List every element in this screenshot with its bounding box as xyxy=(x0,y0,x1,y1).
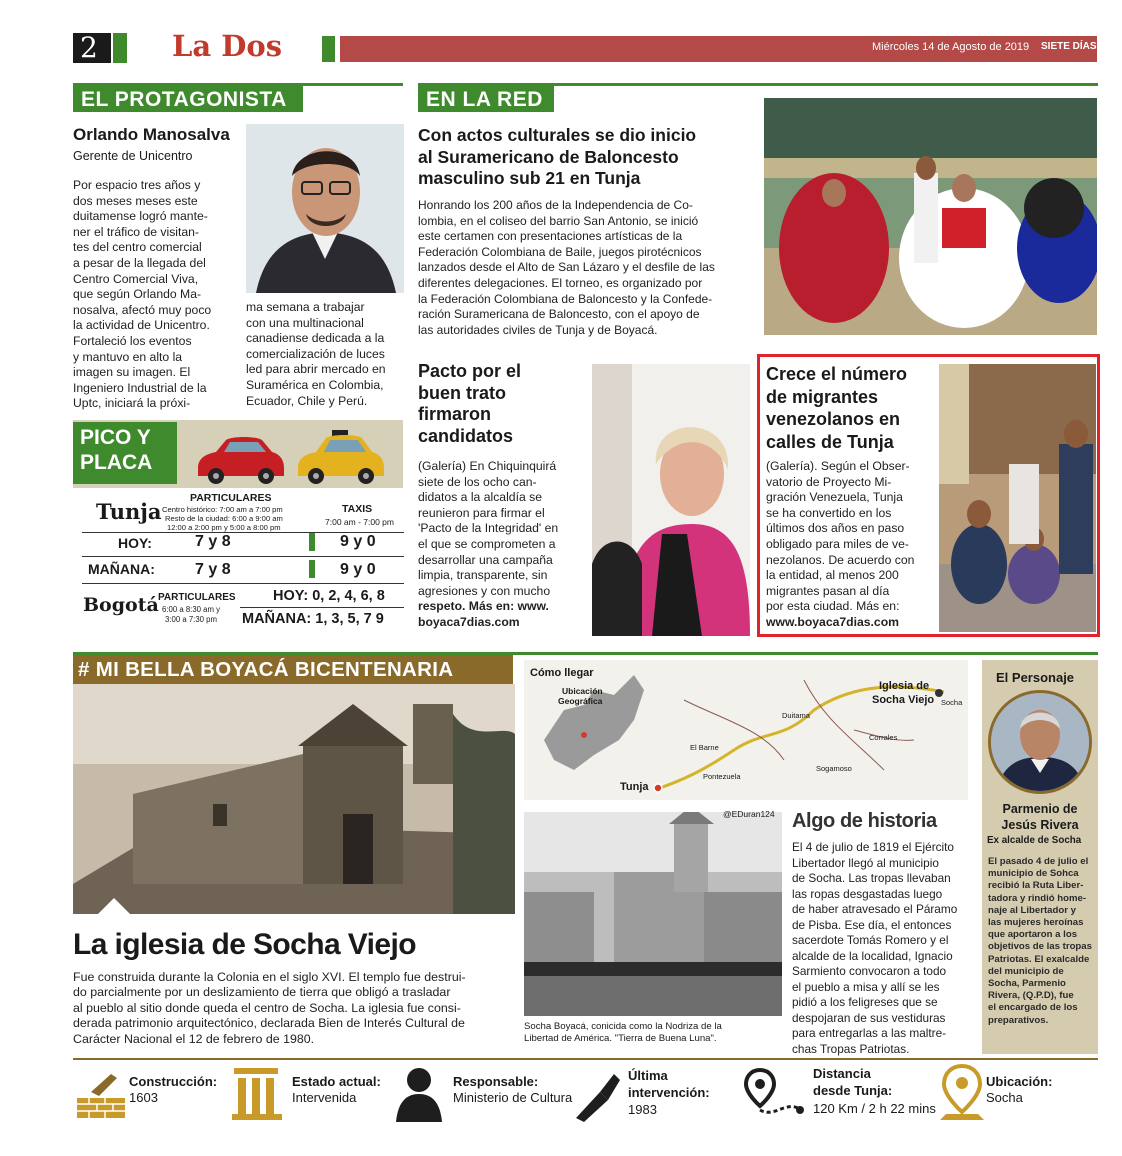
enlared-line: la Federación Colombiana de Baloncesto y la Confede- xyxy=(418,291,713,306)
protagonista-line: Fortaleció los eventos xyxy=(73,333,192,348)
construction-icon xyxy=(73,1068,127,1120)
protagonista-line: dos meses meses este xyxy=(73,193,198,208)
migrantes-body xyxy=(766,459,938,631)
personaje-role: Ex alcalde de Socha xyxy=(987,835,1082,846)
personaje-line: Socha, Parmenio xyxy=(988,978,1066,990)
protagonista-label: EL PROTAGONISTA xyxy=(73,86,303,112)
bicentenaria-body xyxy=(73,970,518,1047)
map-sogamoso: Sogamoso xyxy=(816,764,852,773)
dancers-photo xyxy=(764,98,1097,335)
historia-line: de haber atravesado el Páramo xyxy=(792,902,958,916)
enlared-line: ración Suramericana de Baloncesto, con el apoyo de xyxy=(418,307,700,322)
bicentenaria-line: Carácter Nacional el 12 de febrero de 1980. xyxy=(73,1031,315,1046)
enlared-label: EN LA RED xyxy=(418,86,554,112)
pacto-line: reunieron para firmar el xyxy=(418,505,545,520)
protagonista-name: Orlando Manosalva xyxy=(73,125,230,144)
ultima-label2: intervención: xyxy=(628,1085,710,1100)
pacto-line: siete de los ocho can- xyxy=(418,474,537,489)
pico-resto2: 12:00 a 2:00 pm y 5:00 a 8:00 pm xyxy=(167,523,281,532)
personaje-line: El pasado 4 de julio el xyxy=(988,856,1089,867)
personaje-name xyxy=(985,801,1095,833)
photo-caption-line: Socha Boyacá, conicida como la Nodriza de la xyxy=(524,1021,722,1032)
migrantes-headline-line: Crece el número xyxy=(766,364,908,384)
map-title: Cómo llegar xyxy=(530,667,594,679)
pacto-headline-line: Pacto por el xyxy=(418,361,522,381)
historia-line: alcalde de la localidad, Ignacio xyxy=(792,948,953,963)
enlared-headline xyxy=(418,125,696,190)
protagonista-line: canadiense dedicada a la xyxy=(246,331,385,346)
personaje-line: objetivos de las tropas xyxy=(988,941,1092,953)
photo-caption-line: Libertad de América. "Tierra de Buena Luna". xyxy=(524,1033,717,1044)
enlared-headline-line: al Suramericano de Baloncesto xyxy=(418,146,679,167)
pacto-headline-line: buen trato xyxy=(418,382,506,403)
migrantes-line: se ha convertido en los xyxy=(766,505,892,520)
protagonista-line: que según Orlando Ma- xyxy=(73,287,202,302)
protagonista-line: con una multinacional xyxy=(246,315,364,330)
photo-caption xyxy=(524,1021,722,1045)
map-ubicacion-1: Ubicación xyxy=(562,686,603,696)
personaje-line: Rivera, (Q.P.D), fue xyxy=(988,990,1074,1002)
pacto-line: didatos a la alcaldía se xyxy=(418,490,542,505)
pico-manana-part: 7 y 8 xyxy=(195,561,231,578)
protagonista-line: ma semana a trabajar xyxy=(246,300,365,314)
bicentenaria-line: derada patrimonio arquitectónico, declarada Bien de Interés Cultural de xyxy=(73,1016,465,1031)
pacto-line: (Galería) En Chiquinquirá xyxy=(418,459,557,473)
ultima-label1: Última xyxy=(628,1068,668,1083)
map-iglesia-1: Iglesia de xyxy=(879,680,930,692)
enlared-body xyxy=(418,198,754,338)
enlared-line: diferentes delegaciones. El torneo, es organizado por xyxy=(418,275,703,290)
pico-manana-taxi: 9 y 0 xyxy=(340,561,376,578)
footer-rule xyxy=(73,1058,1098,1060)
personaje-photo xyxy=(988,690,1092,794)
pico-tunja: Tunja xyxy=(96,499,162,524)
bicentenaria-line: Fue construida durante la Colonia en el siglo XVI. El templo fue destrui- xyxy=(73,970,466,984)
personaje-line: naje al Libertador y xyxy=(988,904,1076,916)
pacto-line: respeto. Más en: www. xyxy=(418,599,549,614)
map-ubicacion-2: Geográfica xyxy=(558,696,603,706)
pacto-line: limpia, transparente, sin xyxy=(418,568,548,583)
pico-bog-hoy: HOY: 0, 2, 4, 6, 8 xyxy=(273,588,385,604)
historia-line: para entregarlas a las maltre- xyxy=(792,1026,947,1040)
protagonista-line: imagen su imagen. El xyxy=(73,365,191,380)
personaje-label: El Personaje xyxy=(996,670,1075,685)
migrantes-headline-line: de migrantes xyxy=(766,386,879,407)
red-car-icon xyxy=(192,432,288,486)
responsable-value: Ministerio de Cultura xyxy=(453,1090,573,1105)
personaje-body xyxy=(988,856,1094,1027)
protagonista-line: tes del centro comercial xyxy=(73,240,202,255)
estado-value: Intervenida xyxy=(292,1090,357,1105)
migrantes-line: la entidad, al menos 200 xyxy=(766,568,899,583)
distancia-value: 120 Km / 2 h 22 mins xyxy=(813,1101,936,1116)
historia-line: El 4 de julio de 1819 el Ejército xyxy=(792,840,954,854)
pacto-line: el que se comprometen a xyxy=(418,536,556,551)
migrantes-line: migrantes pasan al día xyxy=(766,583,890,598)
church-photo xyxy=(73,684,515,914)
photo-credit: @EDuran124 xyxy=(723,809,775,819)
historia-line: las ropas desgastadas luego xyxy=(792,886,943,901)
pico-taxis: TAXIS xyxy=(342,503,373,515)
protagonista-line: y mantuvo en alto la xyxy=(73,349,183,364)
migrantes-headline-line: calles de Tunja xyxy=(766,431,894,452)
pico-centro: Centro histórico: 7:00 am a 7:00 pm xyxy=(162,505,283,514)
church-photo-notch xyxy=(98,898,130,914)
historia-body xyxy=(792,840,972,1057)
personaje-line: las mujeres heroínas xyxy=(988,917,1084,929)
enlared-line: Honrando los 200 años de la Independencia de Co- xyxy=(418,198,693,212)
personaje-line: que aportaron a los xyxy=(988,929,1078,941)
distancia-label1: Distancia xyxy=(813,1066,871,1081)
enlared-line: las autoridades civiles de Tunja y de Boyacá. xyxy=(418,322,658,337)
protagonista-line: duitamense logró mante- xyxy=(73,209,208,224)
historia-line: sacerdote Tomás Romero y el xyxy=(792,933,949,947)
pacto-headline-line: firmaron xyxy=(418,404,492,424)
bicentenaria-line: al pueblo al sitio donde queda el centro de Socha. La iglesia fue consi- xyxy=(73,1000,461,1015)
historia-line: pidió a los feligreses que se xyxy=(792,995,938,1009)
historia-line: de Pisba. Ese día, el entonces xyxy=(792,917,952,932)
plaza-photo xyxy=(524,812,782,1016)
protagonista-line: Ecuador, Chile y Perú. xyxy=(246,393,368,408)
pacto-body xyxy=(418,459,590,631)
protagonista-line: Por espacio tres años y xyxy=(73,178,201,192)
protagonista-role: Gerente de Unicentro xyxy=(73,149,193,163)
protagonista-col2 xyxy=(246,300,406,409)
protagonista-line: Uptc, iniciará la próxi- xyxy=(73,396,191,411)
migrantes-headline-line: venezolanos en xyxy=(766,409,901,429)
migrantes-line: vatorio de Proyecto Mi- xyxy=(766,474,892,489)
pico-row-line xyxy=(240,607,404,608)
enlared-line: este certamen con presentaciones artísticas de la xyxy=(418,229,683,244)
migrantes-line: (Galería). Según el Obser- xyxy=(766,459,910,473)
header-date: Miércoles 14 de Agosto de 2019 xyxy=(872,41,1030,53)
protagonista-line: la actividad de Unicentro. xyxy=(73,318,210,333)
personaje-line: municipio de Sohca xyxy=(988,868,1079,880)
header-green-block xyxy=(113,33,127,63)
pico-hoy-taxi: 9 y 0 xyxy=(340,533,376,550)
pico-particulares: PARTICULARES xyxy=(190,492,272,504)
section-title: La Dos xyxy=(172,29,283,63)
columns-icon xyxy=(230,1064,284,1122)
protagonista-photo xyxy=(246,124,404,293)
personaje-line: preparativos. xyxy=(988,1014,1049,1026)
pico-manana-label: MAÑANA: xyxy=(88,561,155,577)
protagonista-line: Ingeniero Industrial de la xyxy=(73,380,207,395)
estado-label: Estado actual: xyxy=(292,1074,381,1089)
migrantes-url[interactable]: www.boyaca7dias.com xyxy=(766,614,899,629)
pacto-headline-line: candidatos xyxy=(418,425,514,446)
pico-bog-hours1: 6:00 a 8:30 am y xyxy=(162,605,221,614)
historia-line: chas Tropas Patriotas. xyxy=(792,1041,910,1056)
bicentenaria-title: La iglesia de Socha Viejo xyxy=(73,928,416,961)
protagonista-col1 xyxy=(73,178,241,412)
protagonista-line: ner el tráfico de visitan- xyxy=(73,224,199,239)
personaje-line: recibió la Ruta Liber- xyxy=(988,880,1084,892)
personaje-line: Patriotas. El exalcalde xyxy=(988,953,1090,965)
pico-row-line xyxy=(82,583,404,584)
personaje-line: tadora y rindió home- xyxy=(988,892,1087,904)
bicentenaria-line: do parcialmente por un deslizamiento de tierra que obligó a trasladar xyxy=(73,985,451,1000)
migrantes-headline xyxy=(766,363,907,453)
enlared-line: Federación Colombiana de Baile, juegos pirotécnicos xyxy=(418,244,702,259)
protagonista-line: Suramérica en Colombia, xyxy=(246,377,384,392)
pico-bog-particulares: PARTICULARES xyxy=(158,592,236,603)
map-pontezuela: Pontezuela xyxy=(703,772,741,781)
personaje-name-line: Jesús Rivera xyxy=(1001,818,1079,832)
pico-green-tick xyxy=(309,560,315,578)
historia-title: Algo de historia xyxy=(792,810,937,832)
ubicacion-label: Ubicación: xyxy=(986,1074,1053,1089)
migrantes-line: obligado para miles de ve- xyxy=(766,536,909,551)
page-number: 2 xyxy=(80,31,98,64)
enlared-headline-line: masculino sub 21 en Tunja xyxy=(418,168,641,188)
protagonista-line: led para abrir mercado en xyxy=(246,362,386,377)
pacto-headline xyxy=(418,361,521,447)
map-iglesia-2: Socha Viejo xyxy=(872,694,935,706)
enlared-headline-line: Con actos culturales se dio inicio xyxy=(418,125,697,145)
pico-placa-title2: PLACA xyxy=(80,451,153,474)
pico-resto: Resto de la ciudad: 6:00 a 9:00 am xyxy=(165,514,283,523)
pico-hoy-label: HOY: xyxy=(118,535,152,551)
map-corrales: Corrales xyxy=(869,733,898,742)
migrantes-line: últimos dos años en paso xyxy=(766,521,905,536)
protagonista-line: Centro Comercial Viva, xyxy=(73,271,199,286)
distancia-label2: desde Tunja: xyxy=(813,1083,893,1098)
brush-icon xyxy=(570,1066,620,1122)
location-pin-icon xyxy=(940,1064,984,1122)
historia-line: despojaran de sus vestiduras xyxy=(792,1010,946,1025)
pico-hoy-part: 7 y 8 xyxy=(195,533,231,550)
route-pin-icon xyxy=(744,1066,806,1122)
map-tunja: Tunja xyxy=(620,781,649,793)
pacto-line: desarrollar una campaña xyxy=(418,552,553,567)
pico-bogota: Bogotá xyxy=(83,594,159,616)
pico-row-line xyxy=(82,556,404,557)
pico-bog-manana: MAÑANA: 1, 3, 5, 7 9 xyxy=(242,611,384,627)
personaje-line: el encargado de los xyxy=(988,1002,1078,1014)
personaje-name-line: Parmenio de xyxy=(1002,802,1078,816)
pacto-line: agresiones y con mucho xyxy=(418,583,551,598)
pico-placa-title1: PICO Y xyxy=(80,426,151,449)
migrantes-line: nezolanos. De acuerdo con xyxy=(766,552,915,567)
pico-bog-hours2: 3:00 a 7:30 pm xyxy=(165,615,218,624)
enlared-line: lanzados desde el Alto de San Lázaro y el desfile de las xyxy=(418,260,715,275)
construccion-value: 1603 xyxy=(129,1090,158,1105)
pacto-line: 'Pacto de la Integridad' en xyxy=(418,521,559,536)
map-socha: Socha xyxy=(941,698,963,707)
pacto-line: boyaca7dias.com xyxy=(418,614,520,629)
historia-line: de Socha. Las tropas llevaban xyxy=(792,871,951,885)
migrantes-line: gración Venezuela, Tunja xyxy=(766,490,903,505)
map-elbarne: El Barne xyxy=(690,743,719,752)
historia-line: Sarmiento convocaron a todo xyxy=(792,964,947,978)
pico-green-tick xyxy=(309,533,315,551)
header-paper-name: SIETE DÍAS xyxy=(1041,41,1097,52)
protagonista-line: comercialización de luces xyxy=(246,346,385,361)
map-duitama: Duitama xyxy=(782,711,810,720)
responsable-label: Responsable: xyxy=(453,1074,539,1089)
bicentenaria-label: # MI BELLA BOYACÁ BICENTENARIA xyxy=(78,658,454,681)
ubicacion-value: Socha xyxy=(986,1090,1023,1105)
personaje-line: del municipio de xyxy=(988,965,1064,977)
protagonista-line: nosalva, afectó muy poco xyxy=(73,302,212,317)
pacto-photo xyxy=(592,364,750,636)
pico-taxis-hours: 7:00 am - 7:00 pm xyxy=(325,517,394,527)
migrantes-line: por esta ciudad. Más en: xyxy=(766,599,900,614)
construccion-label: Construcción: xyxy=(129,1074,218,1089)
header-green-bar xyxy=(322,36,335,62)
ultima-value: 1983 xyxy=(628,1102,657,1117)
person-icon xyxy=(392,1064,446,1122)
protagonista-line: a pesar de la llegada del xyxy=(73,255,206,270)
migrantes-photo xyxy=(939,364,1096,632)
historia-line: el pueblo a misa y allí se les xyxy=(792,979,940,994)
enlared-line: lombia, en el coliseo del barrio San Antonio, se inició xyxy=(418,213,699,228)
taxi-icon xyxy=(292,428,388,486)
historia-line: Libertador llegó al municipio xyxy=(792,855,939,870)
